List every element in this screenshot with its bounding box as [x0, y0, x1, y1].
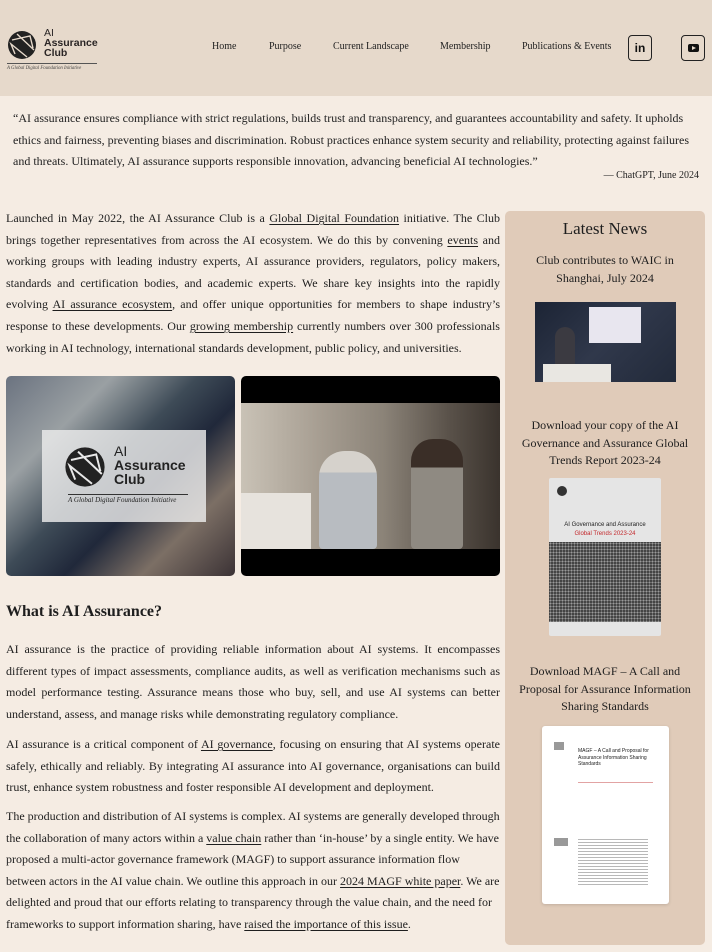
collage-logo-mark-icon — [64, 446, 106, 488]
link-ai-governance[interactable]: AI governance — [200, 737, 273, 751]
linkedin-button[interactable] — [628, 35, 652, 61]
nav-current-landscape[interactable]: Current Landscape — [333, 41, 409, 52]
collage-logo-wordmark: AI Assurance Club — [114, 443, 186, 487]
youtube-icon — [688, 44, 699, 52]
what-is-paragraph-2: AI assurance is a critical component of AI governance, focusing on ensuring that AI systems operate safely, ethically and reliably. By integrating AI assurance into AI governance, organisations can build trust, enhance system robustness and foster responsible AI development and deployment. — [6, 737, 500, 795]
latest-news-title: Latest News — [562, 219, 648, 238]
event-scene — [241, 403, 500, 549]
nav-publications-events[interactable]: Publications & Events — [522, 41, 612, 52]
magf-cover-title: MAGF – A Call and Proposal for Assurance Information Sharing Standards — [578, 748, 649, 767]
bar-counter — [241, 493, 311, 549]
magf-cover-divider — [578, 782, 653, 783]
magf-contributor-list — [578, 837, 648, 885]
report-cover-subtitle: Global Trends 2023-24 — [574, 531, 636, 537]
logo-wordmark — [44, 28, 98, 58]
speaker-figure — [555, 327, 575, 367]
collage-logo-divider — [68, 494, 188, 495]
site-header — [0, 0, 712, 96]
collage-logo-tagline: A Global Digital Foundation Initiative — [68, 496, 177, 504]
logo-mark-icon — [7, 30, 37, 60]
report-logo-icon — [557, 486, 567, 496]
link-growing-membership[interactable]: growing membership — [189, 318, 294, 333]
youtube-button[interactable] — [681, 35, 705, 61]
nav-home[interactable]: Home — [212, 41, 237, 52]
global-trends-report-cover[interactable] — [549, 478, 661, 636]
section-heading-what-is-ai-assurance: What is AI Assurance? — [6, 603, 163, 620]
logo-tagline: A Global Digital Foundation Initiative — [7, 66, 82, 71]
magf-logo-icon — [554, 742, 564, 750]
what-is-paragraph-1: AI assurance is the practice of providing reliable information about AI systems. It encompasses different types of impact assessments, compliance audits, as well as verification mechanisms such as model performance testing. Assurance means those who buy, sell, and use AI systems can better understand, assess, and manage risks while demonstrating regulatory compliance. — [6, 642, 500, 721]
logo-line-club: Club — [44, 47, 68, 59]
event-video[interactable] — [241, 376, 500, 576]
what-is-paragraph-3: The production and distribution of AI systems is complex. AI systems are generally developed through the collaboration of many actors within a value chain rather than ‘in-house’ by a single entity. We have proposed a multi-actor governance framework (MAGF) to support assurance information flow between actors in the AI value chain. We outline this approach in our 2024 MAGF white paper. We are delighted and proud that our efforts relating to transparency through the value chain, and the need for frameworks to support information sharing, have raised the importance of this issue. — [6, 809, 500, 931]
featured-quote: “AI assurance ensures compliance with strict regulations, builds trust and transparency, and guarantees accountability and safety. It upholds ethics and fairness, preventing biases and discrimination. Robust practices enhance system security and reliability, protecting against failures and threats. Ultimately, AI assurance supports responsible innovation, advancing beneficial AI technologies.” — [13, 111, 690, 168]
quote-attribution: — ChatGPT, June 2024 — [603, 170, 699, 181]
link-global-digital-foundation[interactable]: Global Digital Foundation — [269, 211, 400, 225]
nav-purpose[interactable]: Purpose — [269, 41, 302, 52]
magf-paper-cover[interactable] — [542, 726, 669, 904]
club-collage-image — [6, 376, 235, 576]
site-logo[interactable] — [6, 28, 98, 74]
attendee-figure — [411, 439, 463, 549]
latest-news-sidebar — [505, 211, 705, 945]
magf-club-logo-icon — [554, 838, 568, 846]
report-cover-title: AI Governance and Assurance — [564, 522, 646, 528]
link-events[interactable]: events — [447, 232, 479, 247]
logo-divider — [7, 63, 97, 64]
linkedin-icon: in — [634, 41, 646, 55]
world-map-graphic — [549, 542, 661, 622]
logo-line-ai: AI — [44, 27, 54, 39]
link-raised-importance[interactable]: raised the importance of this issue — [244, 916, 408, 931]
link-ai-assurance-ecosystem[interactable]: AI assurance ecosystem — [52, 297, 173, 312]
nav-membership[interactable]: Membership — [440, 41, 491, 52]
intro-paragraph: Launched in May 2022, the AI Assurance Club is a Global Digital Foundation initiative. The Club brings together representatives from across the AI ecosystem. We do this by convening events and working groups with leading industry experts, AI assurance providers, regulators, policy makers, standards and certification bodies, and academic experts. We share key insights into the rapidly evolving AI assurance ecosystem, and offer unique opportunities for members to shape industry’s response to these developments. Our growing membership currently numbers over 300 professionals working in AI technology, international standards development, public policy, and universities. — [6, 211, 500, 355]
news-item-waic-title[interactable]: Club contributes to WAIC in Shanghai, July 2024 — [536, 253, 674, 285]
attendee-figure — [319, 451, 377, 549]
link-magf-white-paper[interactable]: 2024 MAGF white paper — [340, 873, 461, 888]
news-item-waic-image[interactable] — [535, 302, 676, 382]
logo-line-assurance: Assurance — [44, 37, 98, 49]
presentation-slide — [589, 307, 641, 343]
news-item-magf-title[interactable]: Download MAGF – A Call and Proposal for Assurance Information Sharing Standards — [519, 664, 691, 713]
news-item-report-title[interactable]: Download your copy of the AI Governance and Assurance Global Trends Report 2023-24 — [521, 418, 689, 467]
podium — [543, 364, 611, 382]
link-value-chain[interactable]: value chain — [206, 830, 262, 845]
